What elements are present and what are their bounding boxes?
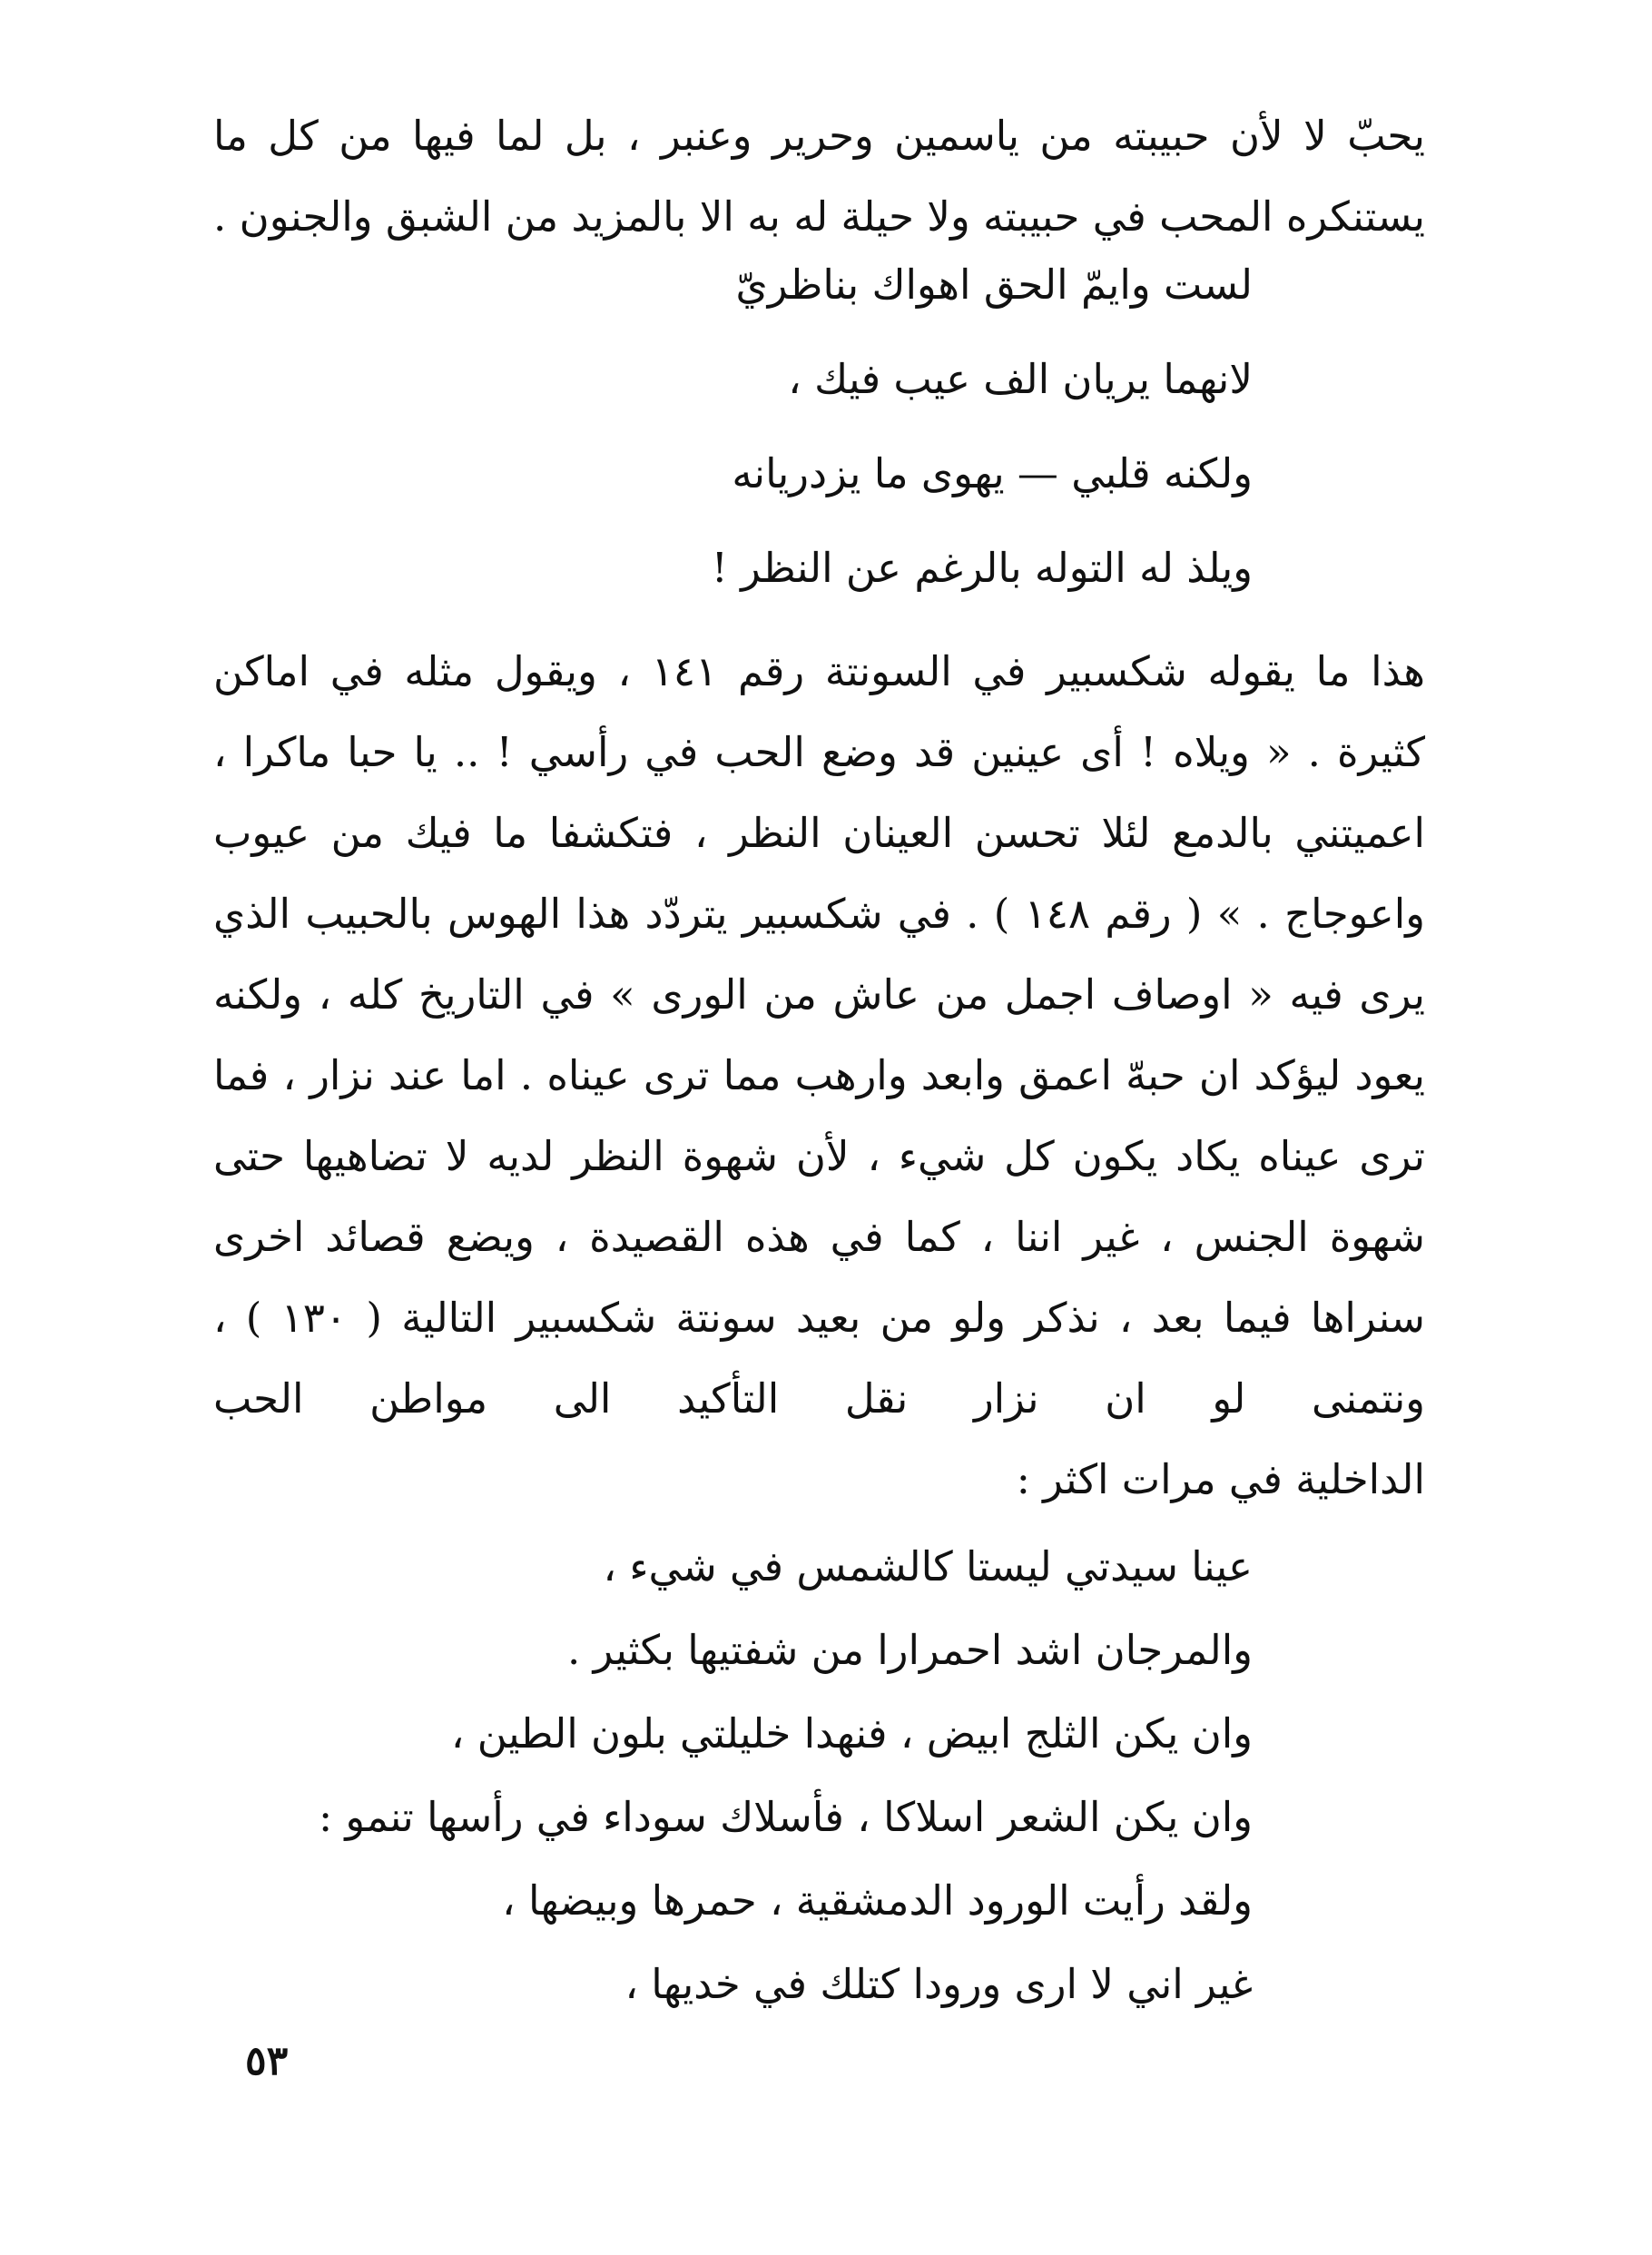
poem-2-verse-3: وان يكن الثلج ابيض ، فنهدا خليلتي بلون الطين ، — [450, 1709, 1253, 1758]
paragraph-1-text: يحبّ لا لأن حبيبته من ياسمين وحرير وعنبر ، بل لما فيها من كل ما يستنكره المحب في حبيبته ولا حيلة له به الا بالمزيد من الشبق والجنون . — [213, 112, 1425, 241]
poem-2-verse-6: غير اني لا ارى ورودا كتلك في خديها ، — [624, 1960, 1253, 2008]
paragraph-2-text: هذا ما يقوله شكسبير في السونتة رقم ١٤١ ، ويقول مثله في اماكن كثيرة . « ويلاه ! أى عينين قد وضع الحب في رأسي ! .. يا حبا ماكرا ، اعميتني بالدمع لئلا تحسن العينان النظر ، فتكشفا ما فيك من عيوب واعوجاج . » ( رقم ١٤٨ ) . في شكسبير يتردّد هذا الهوس بالحبيب الذي يرى فيه « اوصاف اجمل من عاش من الورى » في التاريخ كله ، ولكنه يعود ليؤكد ان حبهّ اعمق وابعد وارهب مما ترى عيناه . اما عند نزار ، فما ترى عيناه يكاد يكون كل شيء ، لأن شهوة النظر لديه لا تضاهيها حتى شهوة الجنس ، غير اننا ، كما في هذه القصيدة ، ويضع قصائد اخرى سنراها فيما بعد ، نذكر ولو من بعيد سونتة شكسبير التالية ( ١٣٠ ) ، ونتمنى لو ان نزار نقل التأكيد الى مواطن الحب — [213, 647, 1426, 1423]
poem-1-verse-2: لانهما يريان الف عيب فيك ، — [788, 355, 1253, 403]
poem-2-verse-1: عينا سيدتي ليستا كالشمس في شيء ، — [603, 1542, 1253, 1590]
poem-1 — [345, 238, 1253, 615]
poem-2-verse-4: وان يكن الشعر اسلاكا ، فأسلاك سوداء في رأسها تنمو : — [318, 1793, 1253, 1841]
paragraph-2 — [213, 631, 1425, 1520]
poem-1-verse-1: لست وايمّ الحق اهواك بناظريّ — [735, 261, 1253, 309]
paragraph-2-last-line: الداخلية في مرات اكثر : — [1016, 1455, 1425, 1503]
poem-1-verse-4: ويلذ له التوله بالرغم عن النظر ! — [711, 544, 1253, 592]
page-number: ٥٣ — [245, 2038, 289, 2084]
poem-2-verse-5: ولقد رأيت الورود الدمشقية ، حمرها وبيضها ، — [502, 1876, 1253, 1925]
poem-2 — [318, 1525, 1253, 2026]
paragraph-1 — [213, 95, 1425, 257]
poem-2-verse-2: والمرجان اشد احمرارا من شفتيها بكثير . — [566, 1626, 1253, 1674]
poem-1-verse-3: ولكنه قلبي — يهوى ما يزدريانه — [732, 449, 1253, 497]
